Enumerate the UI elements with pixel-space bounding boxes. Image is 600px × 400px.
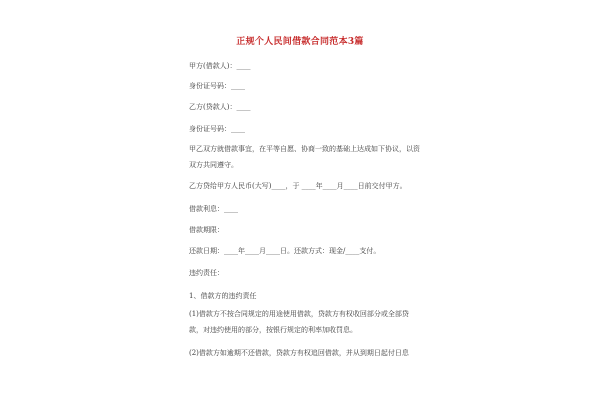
liability-heading: 违约责任： (189, 269, 224, 277)
id-b-line: 身份证号码：____ (189, 125, 245, 133)
party-a-line: 甲方(借款人)：____ (189, 62, 251, 70)
section-1-heading: 1、借款方的违约责任 (189, 292, 257, 300)
intro-paragraph: 甲乙双方就借款事宜，在平等自愿、协商一致的基础上达成如下协议，以资双方共同遵守。 (189, 145, 420, 169)
clause-2-paragraph: (2)借款方如逾期不还借款，贷款方有权追回借款，并从到期日起付日息 (189, 349, 409, 357)
clause-1-paragraph: (1)借款方不按合同规定的用途使用借款，贷款方有权收回部分或全部贷款，对违约使用的部分，按银行规定的利率加收罚息。 (189, 310, 409, 334)
interest-line: 借款利息：____ (189, 205, 238, 213)
party-b-line: 乙方(贷款人)：____ (189, 103, 251, 111)
loan-amount-line: 乙方贷给甲方人民币(大写)____，于 ____年____月____日前交付甲方。 (189, 182, 407, 190)
repayment-line: 还款日期：____年____月____日。还款方式：现金/____支付。 (189, 247, 381, 255)
term-line: 借款期限： (189, 226, 224, 234)
id-a-line: 身份证号码：____ (189, 82, 245, 90)
document-title: 正规个人民间借款合同范本3篇 (236, 37, 364, 47)
